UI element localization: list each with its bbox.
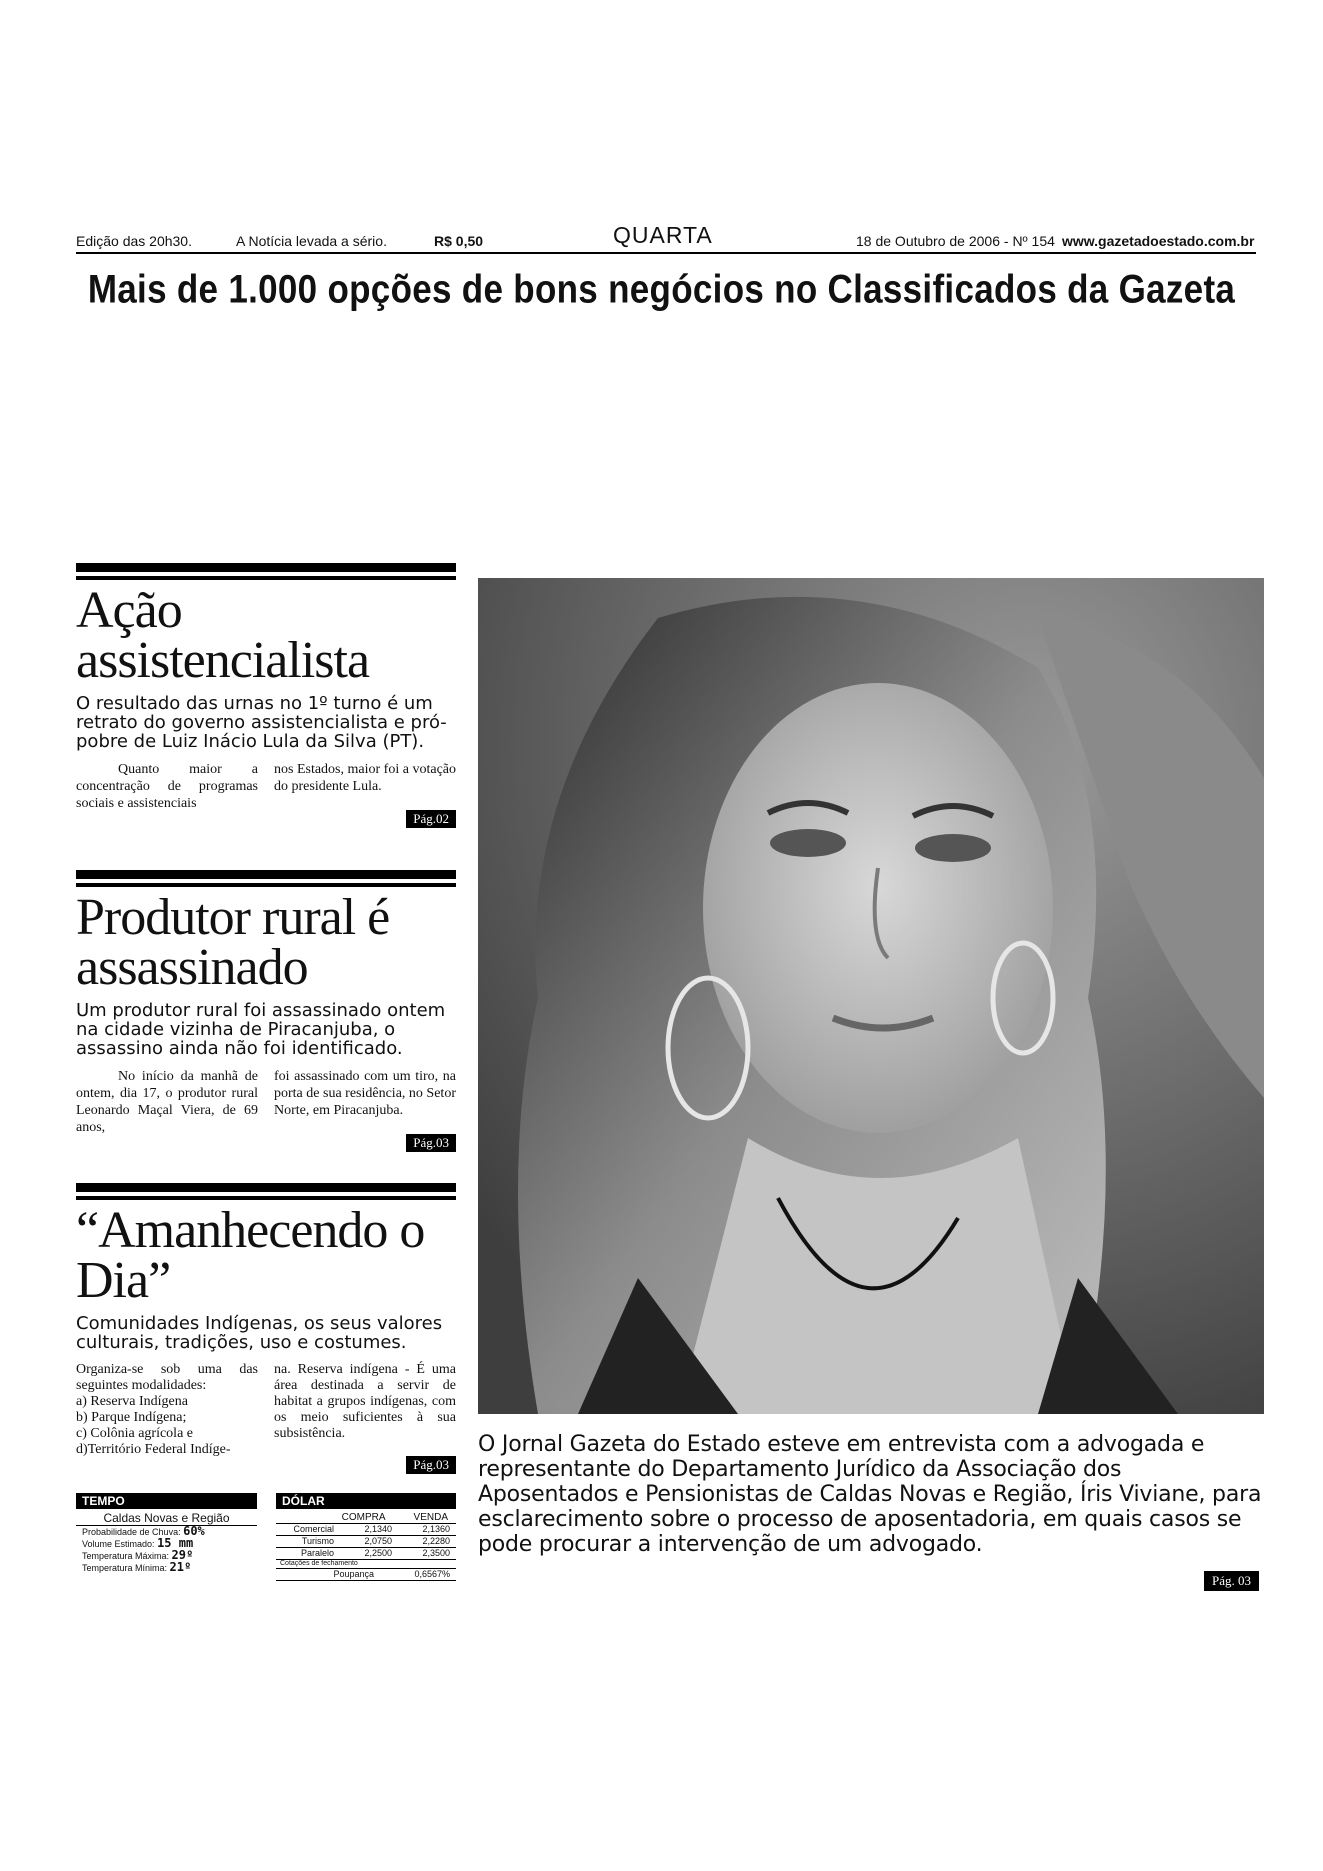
story-rule: [76, 563, 456, 572]
story-headline[interactable]: Ação assistencialista: [76, 582, 370, 689]
weather-value: 29º: [171, 1548, 194, 1562]
weather-label: Volume Estimado:: [82, 1539, 155, 1549]
rate-label: Turismo: [301, 1536, 334, 1546]
story-produtor-rural: [76, 870, 456, 1152]
list-item: d)Território Federal Indíge-: [76, 1442, 231, 1457]
col-buy: COMPRA: [341, 1512, 386, 1523]
dollar-header: [276, 1512, 456, 1523]
story-deck: Comunidades Indígenas, os seus valores culturais, tradições, uso e costumes.: [76, 1313, 443, 1353]
weather-row: [76, 1562, 257, 1574]
rate-sell: 2,1360: [422, 1524, 450, 1534]
story-body-col1: Quanto maior a concentração de programas sociais e assistenciais: [76, 762, 258, 811]
dollar-title: DÓLAR: [276, 1493, 456, 1509]
story-rule-thin: [76, 576, 456, 580]
issue-date: 18 de Outubro de 2006 - Nº 154: [856, 233, 1055, 249]
price-label: R$ 0,50: [434, 233, 484, 249]
rate-sell: 2,3500: [422, 1548, 450, 1558]
story-rule: [76, 1183, 456, 1192]
rate-buy: 2,0750: [364, 1536, 392, 1546]
masthead: [76, 222, 1256, 254]
page-ref-badge[interactable]: Pág.03: [406, 1456, 456, 1474]
table-row: [276, 1523, 456, 1536]
weather-value: 21º: [169, 1560, 192, 1574]
website-link[interactable]: www.gazetadoestado.com.br: [1062, 233, 1255, 249]
story-body-col2: foi assassinado com um tiro, na porta de sua residência, no Setor Norte, em Piracanjuba.: [274, 1069, 456, 1118]
classifieds-banner: Mais de 1.000 opções de bons negócios no Classificados da Gazeta: [87, 267, 1236, 312]
page-ref-badge[interactable]: Pág. 03: [1204, 1571, 1259, 1591]
story-headline[interactable]: Produtor rural é assassinado: [76, 889, 390, 996]
edition-label: Edição das 20h30.: [76, 233, 192, 249]
story-body-col2: na. Reserva indígena - É uma área destinada a servir de habitat a grupos indígenas, com os meio suficientes à sua subsistência.: [274, 1362, 456, 1441]
portrait-image: [478, 578, 1264, 1414]
weather-row: [76, 1550, 257, 1562]
weather-label: Temperatura Máxima:: [82, 1551, 170, 1561]
weather-value: 60%: [183, 1524, 205, 1538]
story-body-col1: No início da manhã de ontem, dia 17, o produtor rural Leonardo Maçal Viera, de 69 anos,: [76, 1069, 258, 1135]
story-rule-thin: [76, 1196, 456, 1200]
weather-label: Temperatura Mínima:: [82, 1563, 168, 1573]
portrait-photo[interactable]: [478, 578, 1264, 1414]
rate-value: 0,6567%: [414, 1569, 450, 1579]
weather-location: Caldas Novas e Região: [76, 1511, 257, 1526]
page-ref-badge[interactable]: Pág.02: [406, 810, 456, 828]
weather-box: [76, 1493, 257, 1574]
table-row: [276, 1536, 456, 1548]
weather-row: [76, 1538, 257, 1550]
story-rule-thin: [76, 883, 456, 887]
story-rule: [76, 870, 456, 879]
col-sell: VENDA: [413, 1512, 448, 1523]
story-body-col1: [76, 1362, 258, 1458]
list-item: a) Reserva Indígena: [76, 1394, 188, 1409]
rate-label: Poupança: [333, 1569, 374, 1579]
rate-buy: 2,1340: [364, 1524, 392, 1534]
story-body: [76, 1362, 456, 1458]
story-headline[interactable]: “Amanhecendo o Dia”: [76, 1202, 425, 1309]
dollar-box: [276, 1493, 456, 1581]
page-ref-badge[interactable]: Pág.03: [406, 1134, 456, 1152]
weather-title: TEMPO: [76, 1493, 257, 1509]
story-body: [76, 761, 456, 812]
story-amanhecendo: [76, 1183, 456, 1474]
story-assistencialista: [76, 563, 456, 828]
list-item: c) Colônia agrícola e: [76, 1426, 194, 1441]
weather-value: 15 mm: [157, 1536, 194, 1550]
rates-note: Cotações de fechamento: [276, 1560, 456, 1569]
rate-label: Paralelo: [300, 1548, 334, 1558]
weather-label: Probabilidade de Chuva:: [82, 1527, 181, 1537]
rate-label: Comercial: [293, 1524, 334, 1534]
table-row: [276, 1548, 456, 1560]
story-deck: Um produtor rural foi assassinado ontem na cidade vizinha de Piracanjuba, o assassino ainda não foi identificado.: [76, 1000, 446, 1059]
story-body-intro: Organiza-se sob uma das seguintes modalidades:: [76, 1362, 258, 1393]
rate-buy: 2,2500: [364, 1548, 392, 1558]
story-deck: O resultado das urnas no 1º turno é um retrato do governo assistencialista e pró-pobre de Luiz Inácio Lula da Silva (PT).: [76, 693, 447, 752]
rate-sell: 2,2280: [422, 1536, 450, 1546]
motto-label: A Notícia levada a sério.: [236, 233, 387, 249]
photo-caption: O Jornal Gazeta do Estado esteve em entrevista com a advogada e representante do Departamento Jurídico da Associação dos Aposentados e Pensionistas de Caldas Novas e Região, Íris Viviane, para esclarecimento sobre o processo de aposentadoria, em quais casos se pode procurar a intervenção de um advogado.: [478, 1432, 1262, 1557]
story-body: [76, 1068, 456, 1136]
table-row: [276, 1569, 456, 1581]
story-body-col2: nos Estados, maior foi a votação do presidente Lula.: [274, 762, 456, 794]
weekday-label: QUARTA: [613, 222, 713, 248]
modalities-list: [76, 1394, 258, 1458]
list-item: b) Parque Indígena;: [76, 1410, 187, 1425]
